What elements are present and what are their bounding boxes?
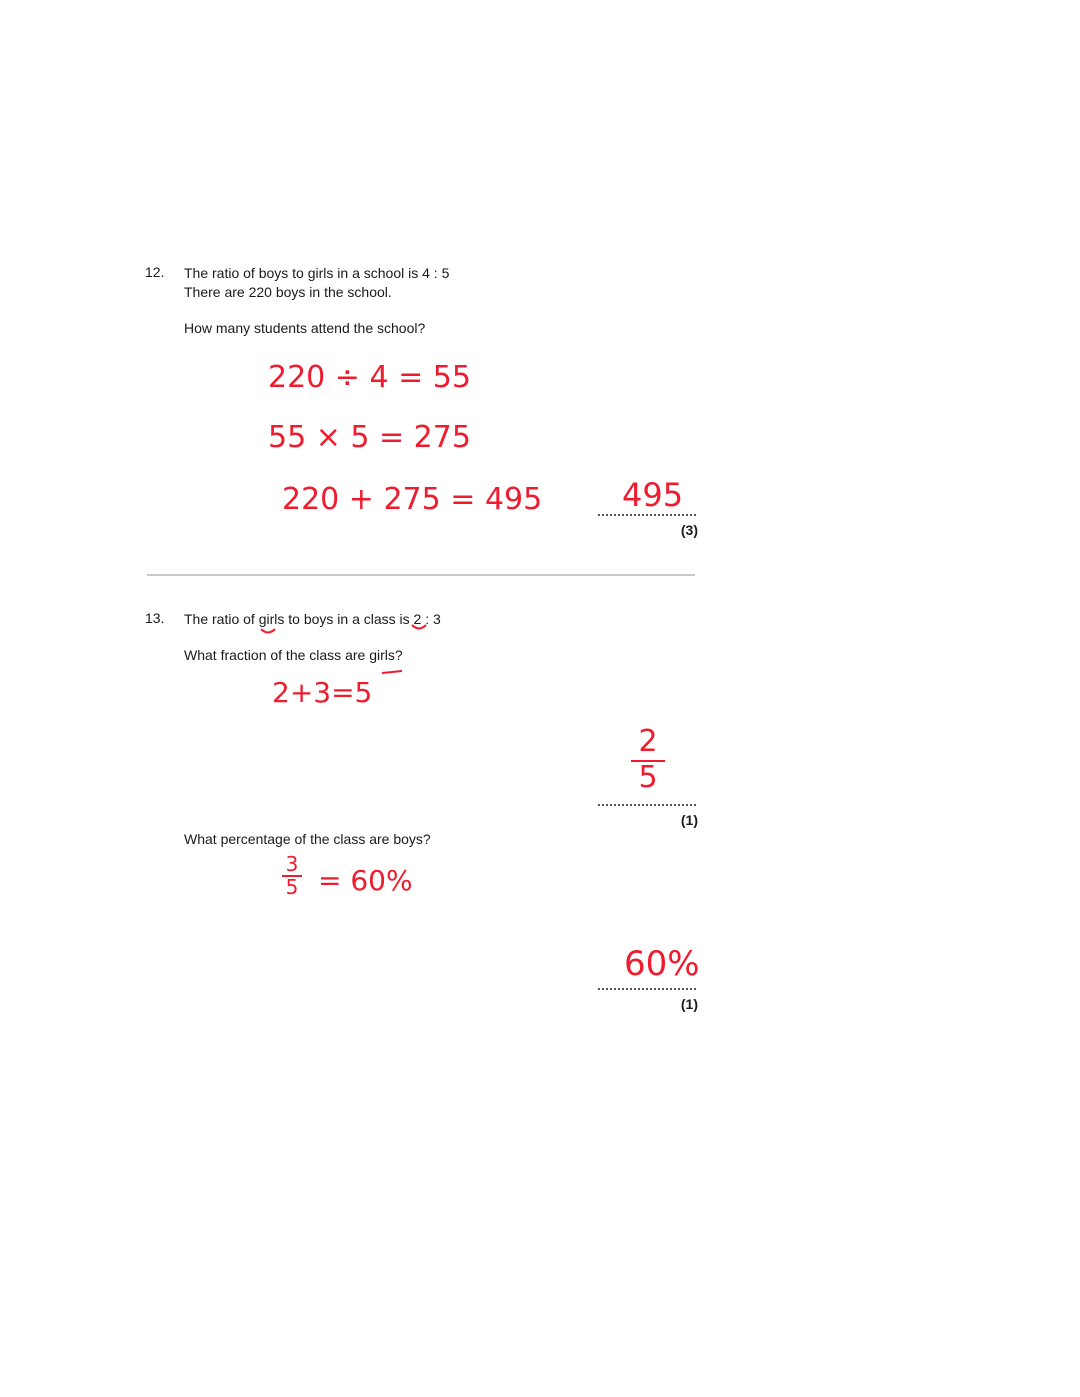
- handwritten-overline-mark: [380, 668, 404, 676]
- handwritten-working: 2+3=5: [272, 676, 373, 709]
- question-prompt-part-b: What percentage of the class are boys?: [184, 831, 431, 847]
- marks-label: (1): [680, 996, 698, 1012]
- question-number: 13.: [145, 610, 165, 626]
- question-text-line-2: There are 220 boys in the school.: [184, 284, 392, 300]
- fraction-numerator: 2: [638, 724, 658, 759]
- handwritten-underline-mark: [258, 626, 278, 636]
- handwritten-underline-mark: [409, 622, 429, 632]
- fraction-denominator: 5: [638, 760, 658, 795]
- handwritten-fraction-answer: [628, 726, 668, 794]
- answer-line: [598, 804, 696, 806]
- question-text-line-1: The ratio of girls to boys in a class is 2 : 3: [184, 611, 441, 627]
- question-text-line-1: The ratio of boys to girls in a school is 4 : 5: [184, 265, 450, 281]
- marks-label: (3): [680, 522, 698, 538]
- question-prompt: How many students attend the school?: [184, 320, 426, 336]
- handwritten-answer: 60%: [624, 944, 700, 984]
- handwritten-answer: 495: [622, 476, 684, 514]
- fraction-denominator: 5: [285, 875, 299, 899]
- handwritten-working-line-1: 220 ÷ 4 = 55: [268, 360, 471, 395]
- answer-line: [598, 988, 696, 990]
- handwritten-working-fraction: [280, 854, 304, 897]
- handwritten-working-result: = 60%: [318, 864, 413, 897]
- fraction-numerator: 3: [285, 852, 299, 876]
- question-divider: [147, 574, 695, 576]
- handwritten-working-line-2: 55 × 5 = 275: [268, 420, 471, 455]
- marks-label: (1): [680, 812, 698, 828]
- question-prompt-part-a: What fraction of the class are girls?: [184, 647, 403, 663]
- question-number: 12.: [145, 264, 165, 280]
- answer-line: [598, 514, 696, 516]
- handwritten-working-line-3: 220 + 275 = 495: [282, 482, 543, 517]
